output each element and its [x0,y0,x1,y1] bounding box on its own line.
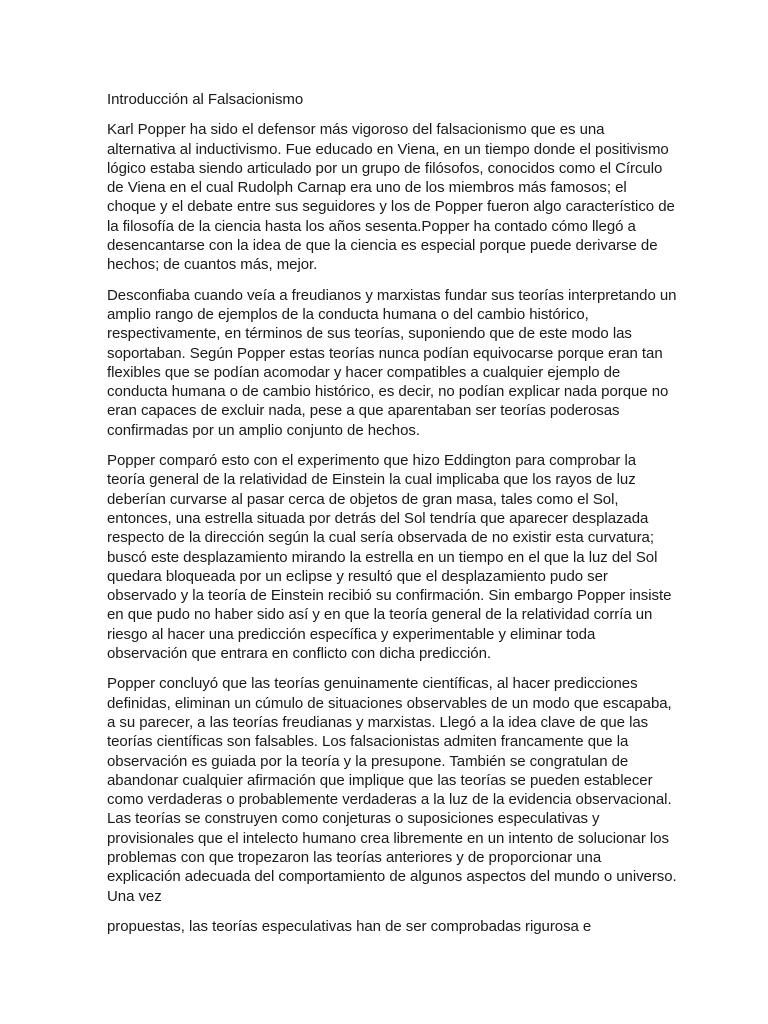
paragraph-1: Karl Popper ha sido el defensor más vigoroso del falsacionismo que es una alternativa al inductivismo. Fue educado en Viena, en un tiempo donde el positivismo lógico estaba siendo articulado por un grupo de filósofos, conocidos como el Círculo de Viena en el cual Rudolph Carnap era uno de los miembros más famosos; el choque y el debate entre sus seguidores y los de Popper fueron algo característico de la filosofía de la ciencia hasta los años sesenta.Popper ha contado cómo llegó a desencantarse con la idea de que la ciencia es especial porque puede derivarse de hechos; de cuantos más, mejor. [107,121,675,274]
paragraph-4: Popper concluyó que las teorías genuinamente científicas, al hacer predicciones definidas, eliminan un cúmulo de situaciones observables de un modo que escapaba, a su parecer, a las teorías freudianas y marxistas. Llegó a la idea clave de que las teorías científicas son falsables. Los falsacionistas admiten francamente que la observación es guiada por la teoría y la presupone. También se congratulan de abandonar cualquier afirmación que implique que las teorías se pueden establecer como verdaderas o probablemente verdaderas a la luz de la evidencia observacional. Las teorías se construyen como conjeturas o suposiciones especulativas y provisionales que el intelecto humano crea libremente en un intento de solucionar los problemas con que tropezaron las teorías anteriores y de proporcionar una explicación adecuada del comportamiento de algunos aspectos del mundo o universo. Una vez [107,675,677,905]
document-title: Introducción al Falsacionismo [107,91,304,108]
paragraph-2: Desconfiaba cuando veía a freudianos y marxistas fundar sus teorías interpretando un amplio rango de ejemplos de la conducta humana o del cambio histórico, respectivamente, en términos de sus teorías, suponiendo que de este modo las soportaban. Según Popper estas teorías nunca podían equivocarse porque eran tan flexibles que se podían acomodar y hacer compatibles a cualquier ejemplo de conducta humana o de cambio histórico, es decir, no podían explicar nada porque no eran capaces de excluir nada, pese a que aparentaban ser teorías poderosas confirmadas por un amplio conjunto de hechos. [107,286,677,439]
document-page [107,90,677,947]
paragraph-3: Popper comparó esto con el experimento que hizo Eddington para comprobar la teoría general de la relatividad de Einstein la cual implicaba que los rayos de luz deberían curvarse al pasar cerca de objetos de gran masa, tales como el Sol, entonces, una estrella situada por detrás del Sol tendría que aparecer desplazada respecto de la dirección según la cual sería observada de no existir esta curvatura; buscó este desplazamiento mirando la estrella en un tiempo en el que la luz del Sol quedara bloqueada por un eclipse y resultó que el desplazamiento pudo ser observado y la teoría de Einstein recibió su confirmación. Sin embargo Popper insiste en que pudo no haber sido así y en que la teoría general de la relatividad corría un riesgo al hacer una predicción específica y experimentable y eliminar toda observación que entrara en conflicto con dicha predicción. [107,452,672,663]
paragraph-5: propuestas, las teorías especulativas han de ser comprobadas rigurosa e [107,917,592,935]
